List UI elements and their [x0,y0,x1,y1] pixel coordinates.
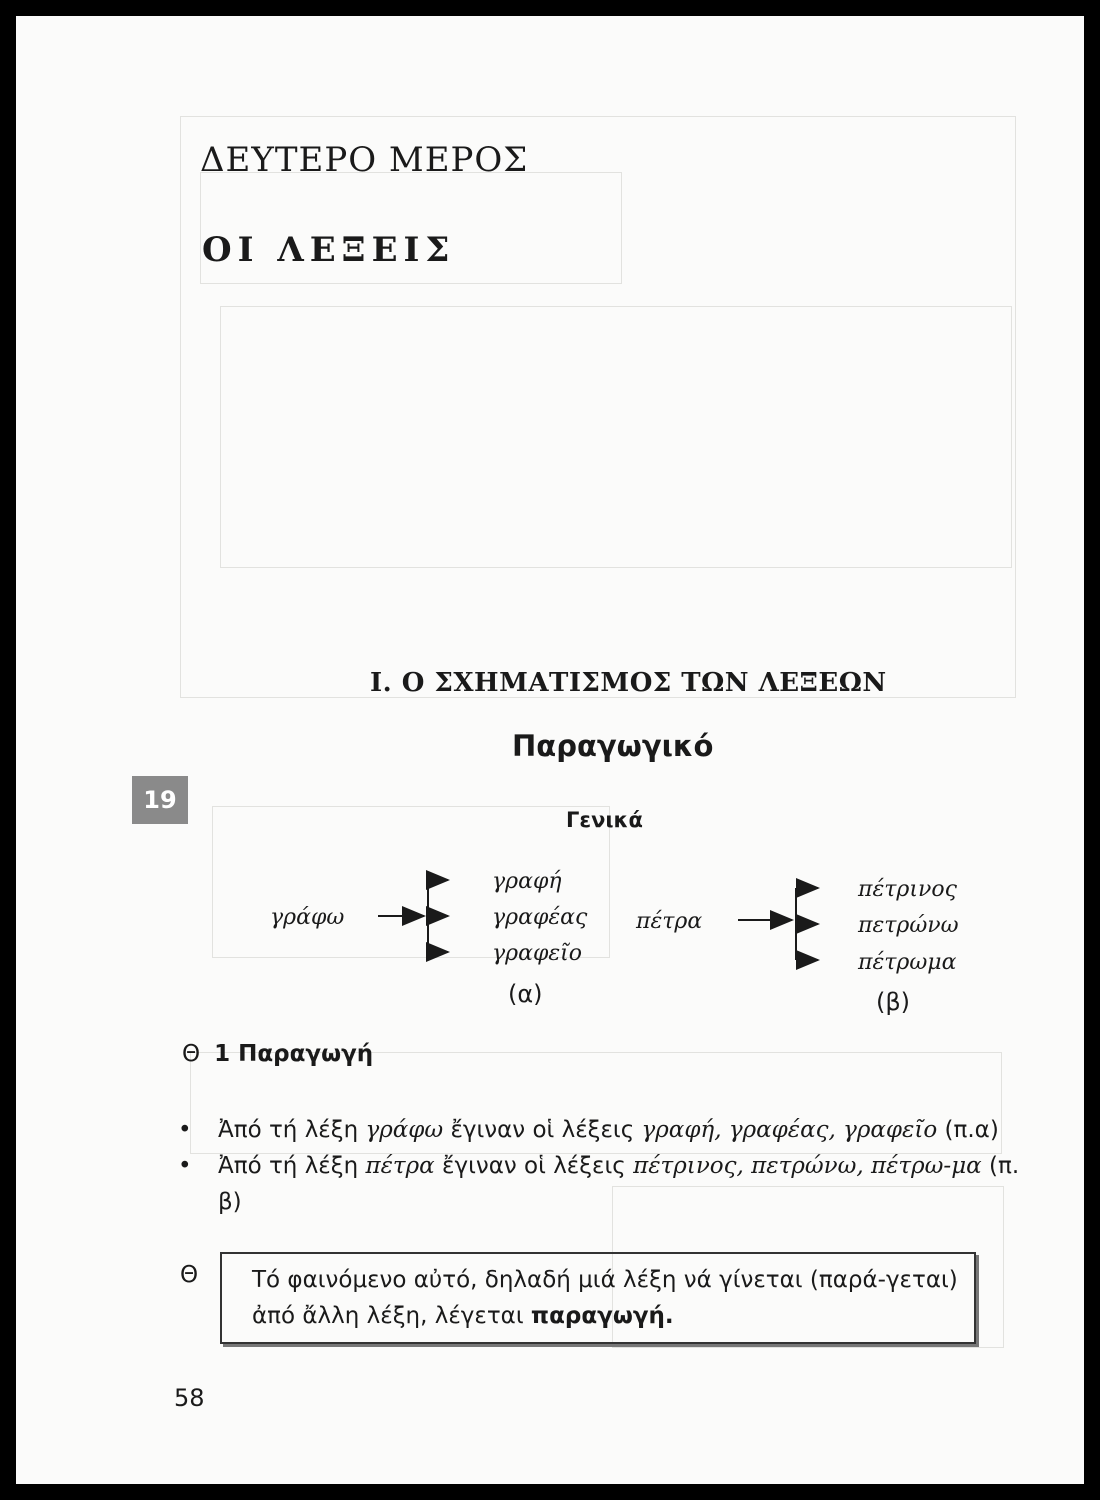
lesson-heading [182,1041,373,1067]
definition-term: παραγωγή. [530,1303,674,1329]
diagram-b-target: πετρώνω [858,913,959,938]
diagram-a-target: γραφεῖο [492,941,583,966]
diagram-b-label: (β) [876,988,911,1016]
diagram-a-target: γραφή [492,869,562,894]
definition-box [220,1252,976,1344]
list-item [178,1112,1024,1148]
page-number: 58 [174,1384,205,1412]
bullet-icon: • [178,1153,192,1179]
example-list [178,1112,1024,1220]
theta-symbol-icon: Θ [182,1041,201,1067]
theta-symbol-icon: Θ [180,1262,199,1288]
book-page [16,16,1084,1484]
bullet-icon: • [178,1117,192,1143]
section-title: Ι. Ο ΣΧΗΜΑΤΙΣΜΟΣ ΤΩΝ ΛΕΞΕΩΝ [370,668,887,698]
list-item-text: Ἀπό τή λέξη γράφω ἔγιναν οἱ λέξεις γραφή, γραφέας, γραφεῖο (π.α) [218,1117,999,1143]
sub-heading: Γενικά [566,808,643,832]
list-item-text: Ἀπό τή λέξη πέτρα ἔγιναν οἱ λέξεις πέτρινος, πετρώνω, πέτρω-μα (π. β) [218,1153,1020,1215]
diagram-a-source: γράφω [270,905,345,930]
list-item [178,1148,1024,1220]
diagram-b-source: πέτρα [636,909,703,934]
main-heading: Παραγωγικό [512,729,714,763]
part-title: ΔΕΥΤΕΡΟ ΜΕΡΟΣ [200,140,529,180]
lesson-number-badge: 19 [132,776,188,824]
diagram-b-target: πέτρωμα [858,950,957,975]
diagram-b-target: πέτρινος [858,877,957,902]
chapter-title: ΟΙ ΛΕΞΕΙΣ [202,230,456,270]
definition-text: Τό φαινόμενο αὐτό, δηλαδή μιά λέξη νά γίνεται (παρά-γεται) ἀπό ἄλλη λέξη, λέγεται [252,1267,958,1329]
diagram-a-target: γραφέας [492,905,588,930]
diagram-a-label: (α) [508,980,543,1008]
lesson-heading-text: 1 Παραγωγή [214,1041,374,1067]
